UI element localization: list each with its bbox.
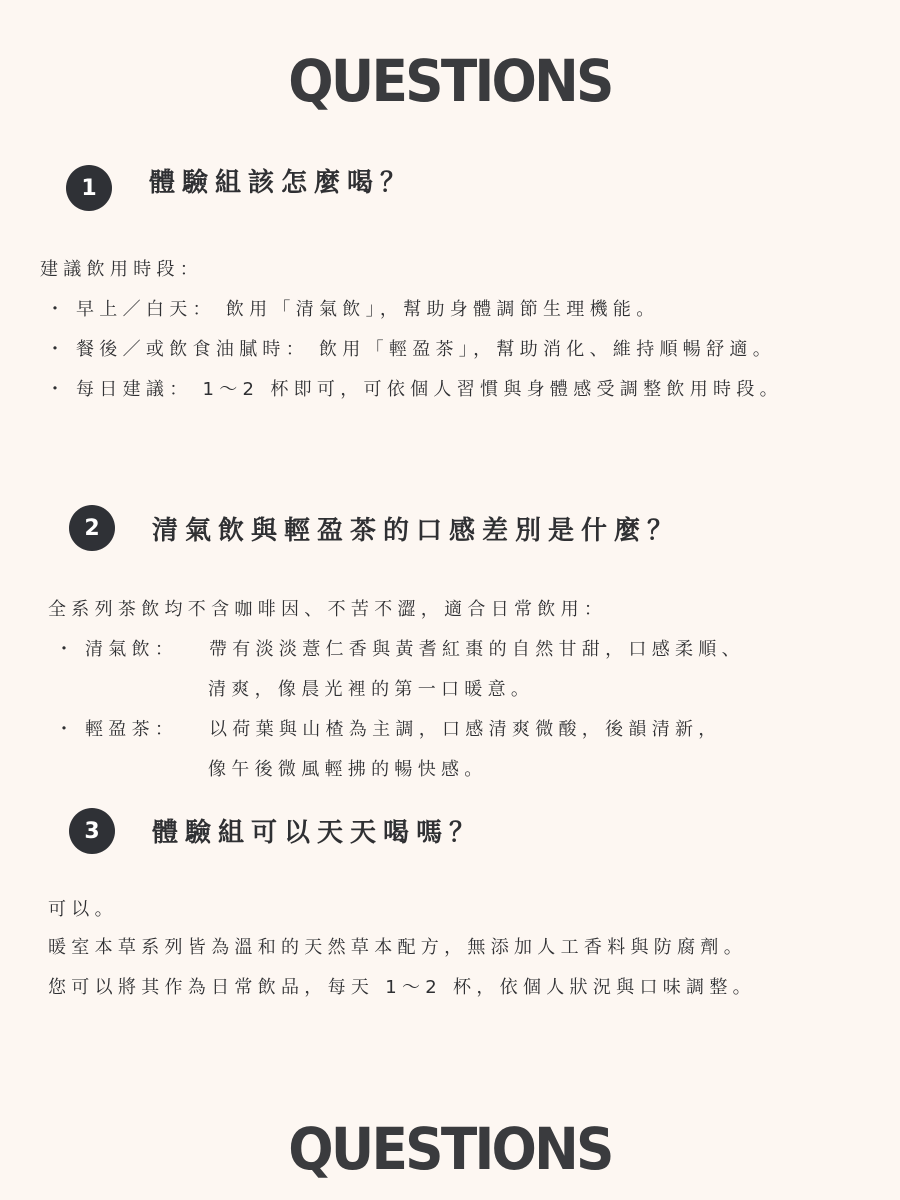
question-3-header <box>69 808 482 854</box>
question-title: 體驗組該怎麼喝？ <box>149 167 414 198</box>
q1-intro: 建議飲用時段： <box>40 259 204 280</box>
item-text: 帶有淡淡薏仁香與黃耆紅棗的自然甘甜，口感柔順、 <box>209 639 745 660</box>
bullet: ・ <box>46 299 70 320</box>
item-text: 飲用「輕盈茶」，幫助消化、維持順暢舒適。 <box>319 339 776 360</box>
q3-answer-line: 暖室本草系列皆為溫和的天然草本配方，無添加人工香料與防腐劑。 <box>48 937 747 958</box>
item-label: 清氣飲： <box>85 639 179 660</box>
bullet: ・ <box>55 719 79 740</box>
bullet: ・ <box>46 379 70 400</box>
item-label: 餐後／或飲食油膩時： <box>76 339 309 360</box>
item-label: 早上／白天： <box>76 299 216 320</box>
item-label: 每日建議： <box>76 379 193 400</box>
q2-list-item-continued: 清爽，像晨光裡的第一口暖意。 <box>208 679 535 700</box>
q1-list-item <box>46 338 776 362</box>
q2-list-item <box>55 638 745 662</box>
question-title: 體驗組可以天天喝嗎？ <box>152 817 483 848</box>
q2-intro: 全系列茶飲均不含咖啡因、不苦不澀，適合日常飲用： <box>48 599 608 620</box>
question-number-badge: 2 <box>69 505 115 551</box>
q1-list-item <box>46 298 660 322</box>
page-heading-top: QUESTIONS <box>288 47 612 115</box>
item-text: 以荷葉與山楂為主調，口感清爽微酸，後韻清新， <box>209 719 722 740</box>
question-number-badge: 1 <box>66 165 112 211</box>
question-title: 清氣飲與輕盈茶的口感差別是什麼？ <box>152 515 681 546</box>
question-number-badge: 3 <box>69 808 115 854</box>
q2-list-item-continued: 像午後微風輕拂的暢快感。 <box>208 759 488 780</box>
q3-answer-line: 可以。 <box>48 899 118 920</box>
q3-answer-line: 您可以將其作為日常飲品，每天 1～2 杯，依個人狀況與口味調整。 <box>48 977 756 998</box>
bullet: ・ <box>55 639 79 660</box>
bullet: ・ <box>46 339 70 360</box>
item-text: 1～2 杯即可，可依個人習慣與身體感受調整飲用時段。 <box>202 379 783 400</box>
question-2-header <box>69 505 680 551</box>
item-label: 輕盈茶： <box>85 719 179 740</box>
item-text: 飲用「清氣飲」，幫助身體調節生理機能。 <box>225 299 660 320</box>
page-heading-bottom: QUESTIONS <box>288 1115 612 1183</box>
q2-list-item <box>55 718 722 742</box>
question-1-header <box>66 165 413 211</box>
q1-list-item <box>46 378 783 402</box>
